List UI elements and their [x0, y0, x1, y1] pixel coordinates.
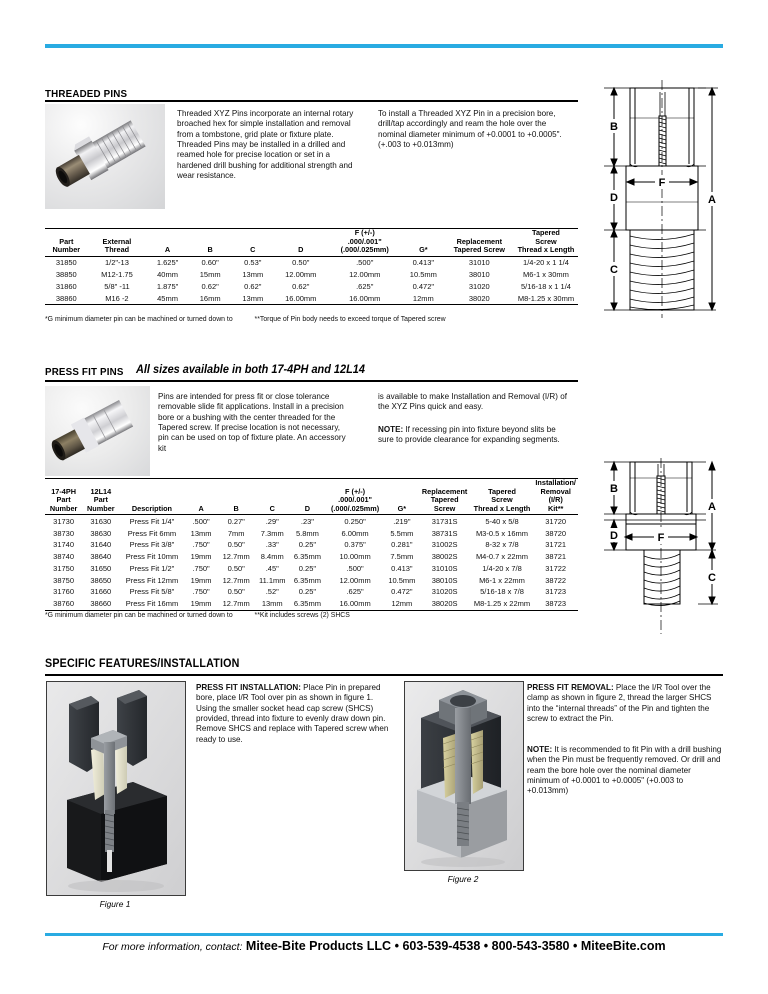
dim-label-c: C [708, 572, 716, 584]
table-cell: 0.53" [244, 258, 262, 268]
table-cell: 0.375" [344, 540, 366, 550]
footer-accent-rule [45, 933, 723, 936]
table-cell: 11.1mm [258, 575, 286, 585]
table-cell: Press Fit 1/2" [129, 563, 175, 573]
table-cell: 31002S [431, 540, 458, 550]
dim-label-c: C [610, 264, 618, 276]
dim-label-f: F [657, 532, 665, 544]
table-cell: 1/2"-13 [104, 258, 129, 268]
removal-note-label: NOTE: [527, 745, 553, 754]
table-cell: 31640 [90, 540, 112, 550]
figure-1-caption: Figure 1 [99, 899, 131, 909]
table-cell: 0.50" [292, 258, 310, 268]
footer-sep-3: • [573, 939, 578, 953]
table-cell: 45mm [146, 292, 189, 304]
table-cell: 5/16-18 x 1 1/4 [520, 281, 571, 291]
footer-phone-2[interactable]: 800-543-3580 [491, 939, 570, 953]
table-cell: 0.472" [412, 281, 435, 291]
removal-note [527, 745, 722, 797]
dim-label-f: F [658, 177, 666, 189]
table-header-row [45, 229, 578, 257]
footer [0, 939, 768, 953]
table-cell: M12-1.75 [101, 269, 133, 279]
table-cell: 31722 [545, 563, 567, 573]
table-cell: 12mm [402, 292, 445, 304]
table-cell: Press Fit 5/8" [129, 587, 175, 597]
table-cell: 5.5mm [390, 528, 414, 538]
table-cell: Press Fit 1/4" [129, 516, 175, 526]
table-cell: 1.875" [156, 281, 179, 291]
table-cell: 6.35mm [293, 552, 321, 562]
press-fit-pin-drawing [586, 458, 756, 643]
column-header: F (+/-) .000/.001" (.000/.025mm) [325, 479, 385, 515]
table-cell: .500" [192, 516, 210, 526]
table-row [45, 527, 578, 539]
table-cell: 38721 [545, 552, 567, 562]
table-cell: 13mm [242, 269, 264, 279]
table-cell: 31850 [55, 258, 77, 268]
column-header: Description [119, 479, 184, 515]
press-fit-table-footnotes [45, 612, 350, 619]
column-header: C [255, 479, 290, 515]
table-cell: 6.35mm [293, 575, 321, 585]
table-cell: .23" [300, 516, 314, 526]
table-cell: 5/8" -11 [104, 281, 130, 291]
column-header: G* [385, 479, 418, 515]
table-cell: 12.00mm [285, 269, 317, 279]
column-header: B [189, 229, 232, 257]
table-cell: 38723 [533, 598, 578, 610]
table-cell: 38020 [445, 292, 514, 304]
table-row [45, 292, 578, 304]
table-cell: 38731S [431, 528, 458, 538]
table-cell: 1/4-20 x 1 1/4 [523, 258, 569, 268]
table-cell: 10.00mm [339, 552, 371, 562]
table-cell: M8-1.25 x 22mm [471, 598, 534, 610]
footer-sep-1: • [394, 939, 399, 953]
footnote-kit: **Kit includes screws (2) SHCS [254, 612, 350, 619]
table-cell: 0.27" [227, 516, 245, 526]
table-cell: 38010S [431, 575, 458, 585]
table-cell: .500" [346, 563, 364, 573]
threaded-pin-drawing [586, 78, 756, 328]
table-cell: M4-0.7 x 22mm [475, 552, 529, 562]
footer-company: Mitee-Bite Products LLC [245, 939, 392, 953]
table-cell: 10.5mm [388, 575, 416, 585]
table-cell: Press Fit 3/8" [129, 540, 175, 550]
table-cell: 38750 [53, 575, 75, 585]
table-cell: 38760 [45, 598, 82, 610]
footer-website[interactable]: MiteeBite.com [580, 939, 666, 953]
table-cell: 0.25" [298, 563, 317, 573]
table-cell: .45" [265, 563, 279, 573]
removal-body: Place the I/R Tool over the clamp as shown in figure 2, thread the larger SHCS into the “internal threads” of the Pin and tighten the screw to extract the Pin. [527, 683, 712, 724]
dim-label-d: D [610, 192, 618, 204]
table-cell: .219" [393, 516, 411, 526]
table-cell: M6-1 x 22mm [479, 575, 525, 585]
dim-label-a: A [708, 194, 716, 206]
table-cell: 19mm [184, 598, 217, 610]
column-header: C [232, 229, 275, 257]
table-cell: 0.62" [292, 281, 310, 291]
table-cell: 1.625" [156, 258, 179, 268]
table-cell: 0.50" [227, 587, 245, 597]
install-body: Place Pin in prepared bore, place I/R Tool over pin as shown in figure 1. Using the smaller socket head cap screw (SHCS) provided, thread into fixture to evenly draw down pin. Remove SHCS and replace with Tapered screw when ready to use. [196, 683, 389, 744]
table-cell: 15mm [199, 269, 221, 279]
section-heading-threaded-pins: THREADED PINS [45, 88, 128, 100]
threaded-heading-rule [45, 100, 578, 102]
table-cell: 38660 [82, 598, 119, 610]
table-cell: 10.5mm [409, 269, 437, 279]
table-cell: 31010S [431, 563, 458, 573]
table-row [45, 269, 578, 281]
column-header: A [184, 479, 217, 515]
table-cell: 7mm [227, 528, 245, 538]
table-cell: 16.00mm [325, 598, 385, 610]
footer-phone-1[interactable]: 603-539-4538 [402, 939, 481, 953]
table-cell: 31020 [468, 281, 490, 291]
table-cell: 13mm [190, 528, 212, 538]
table-cell: 12mm [385, 598, 418, 610]
table-cell: 5/16-18 x 7/8 [480, 587, 524, 597]
table-cell: 31760 [53, 587, 75, 597]
table-cell: .52" [265, 587, 279, 597]
table-row [45, 586, 578, 598]
table-cell: 38640 [90, 552, 112, 562]
table-cell: 0.472" [391, 587, 413, 597]
table-cell: Press Fit 12mm [125, 575, 179, 585]
table-cell: .625" [346, 587, 364, 597]
column-header: F (+/-) .000/.001" (.000/.025mm) [327, 229, 402, 257]
table-cell: 38020S [419, 598, 471, 610]
table-cell: 7.5mm [390, 552, 414, 562]
press-fit-installation-text [196, 683, 391, 745]
removal-label: PRESS FIT REMOVAL: [527, 683, 614, 692]
table-cell: 16.00mm [327, 292, 402, 304]
column-header: G* [402, 229, 445, 257]
table-header-row [45, 479, 578, 515]
table-cell: 0.413" [412, 258, 435, 268]
table-cell: 7.3mm [260, 528, 284, 538]
table-cell: 38010 [468, 269, 490, 279]
dim-label-b: B [610, 121, 618, 133]
footer-lead: For more information, contact: [102, 941, 243, 953]
press-fit-heading-rule [45, 380, 578, 382]
table-cell: 38722 [545, 575, 567, 585]
figure-1-image [46, 681, 186, 896]
table-cell: 0.281" [391, 540, 413, 550]
table-cell: 0.25" [298, 587, 317, 597]
figure-2-image [404, 681, 524, 871]
table-cell: Press Fit 6mm [127, 528, 177, 538]
table-row [45, 551, 578, 563]
column-header: Replacement Tapered Screw [445, 229, 514, 257]
table-cell: 5.8mm [295, 528, 319, 538]
table-cell: Press Fit 16mm [119, 598, 184, 610]
press-fit-description-left: Pins are intended for press fit or close tolerance removable slide fit applications. Install in a precision bore or a bushing with the center threaded for the Tapered screw. If precise location is not necessary, pin can be used on top of fixture plate. An accessory kit [158, 392, 346, 453]
table-row [45, 539, 578, 551]
table-cell: 0.50" [227, 563, 245, 573]
table-row [45, 563, 578, 575]
table-cell: 38850 [55, 269, 77, 279]
table-cell: .750" [192, 587, 210, 597]
footnote-g: *G minimum diameter pin can be machined or turned down to [45, 316, 233, 323]
specific-heading-rule [45, 674, 723, 676]
threaded-description-left: Threaded XYZ Pins incorporate an internal rotary broached hex for simple installation and removal from a tombstone, grid plate or fixture plate. Threaded Pins may be installed in a drilled and reamed hole for precise location or set in a hardened drill bushing for additional strength and wear resistance. [177, 109, 354, 181]
table-cell: 31721 [545, 540, 567, 550]
threaded-description-right: To install a Threaded XYZ Pin in a precision bore, drill/tap accordingly and ream the hole over the nominal diameter minimum of +0.0001 to +0.0005". (+.003 to +0.013mm) [378, 109, 562, 150]
table-cell: .33" [265, 540, 279, 550]
press-fit-note [378, 425, 568, 446]
table-row [45, 256, 578, 268]
table-cell: 6.00mm [341, 528, 369, 538]
table-row [45, 574, 578, 586]
table-cell: 38720 [545, 528, 567, 538]
table-cell: 31660 [90, 587, 112, 597]
column-header: Tapered Screw Thread x Length [471, 479, 534, 515]
table-cell: 0.62" [244, 281, 262, 291]
table-cell: 31730 [53, 516, 75, 526]
footnote-torque: **Torque of Pin body needs to exceed torque of Tapered screw [254, 316, 446, 323]
column-header: 12L14 Part Number [82, 479, 119, 515]
threaded-table-footnotes [45, 316, 446, 323]
table-cell: 12.7mm [222, 552, 250, 562]
section-heading-press-fit-pins: PRESS FIT PINS [45, 366, 124, 378]
column-header: Tapered Screw Thread x Length [514, 229, 578, 257]
table-cell: 12.7mm [218, 598, 255, 610]
table-cell: 31010 [468, 258, 490, 268]
column-header: Replacement Tapered Screw [419, 479, 471, 515]
table-cell: 38860 [45, 292, 88, 304]
column-header: Part Number [45, 229, 88, 257]
table-cell: Press Fit 10mm [125, 552, 179, 562]
table-cell: .625" [356, 281, 374, 291]
table-cell: 12.00mm [349, 269, 381, 279]
table-row [45, 598, 578, 610]
press-fit-subheading: All sizes available in both 17-4PH and 12L14 [136, 364, 365, 376]
footer-sep-2: • [483, 939, 489, 953]
table-cell: 19mm [190, 575, 212, 585]
table-cell: 31630 [90, 516, 112, 526]
column-header: D [274, 229, 327, 257]
table-cell: 31720 [545, 516, 567, 526]
table-cell: M3-0.5 x 16mm [475, 528, 529, 538]
table-cell: 16.00mm [274, 292, 327, 304]
press-fit-description-right-1: is available to make Installation and Removal (I/R) of the XYZ Pins quick and easy. [378, 392, 567, 412]
table-cell: 5-40 x 5/8 [485, 516, 519, 526]
press-fit-pin-photo [45, 386, 150, 476]
table-cell: 13mm [232, 292, 275, 304]
press-fit-note-label: NOTE: [378, 425, 404, 434]
dim-label-d: D [610, 530, 618, 542]
threaded-pins-table [45, 228, 578, 305]
press-fit-pins-table [45, 478, 578, 611]
column-header: D [290, 479, 325, 515]
table-cell: 31740 [53, 540, 75, 550]
table-cell: 0.60" [201, 258, 219, 268]
table-cell: 12.7mm [222, 575, 250, 585]
section-heading-specific-features: SPECIFIC FEATURES/INSTALLATION [45, 658, 240, 670]
press-fit-removal-text [527, 683, 722, 724]
table-cell: M6-1 x 30mm [523, 269, 569, 279]
table-cell: 31650 [90, 563, 112, 573]
table-cell: 8.4mm [260, 552, 284, 562]
table-cell: .29" [265, 516, 279, 526]
footnote-g: *G minimum diameter pin can be machined or turned down to [45, 612, 233, 619]
removal-note-body: It is recommended to fit Pin with a drill bushing when the Pin must be frequently removed. Or drill and ream the bore hole over the nominal diameter minimum of +0.0001 to +0.0005" (+0.003 to +0.013mm) [527, 745, 722, 796]
table-cell: 0.50" [227, 540, 245, 550]
table-cell: 0.413" [391, 563, 413, 573]
install-label: PRESS FIT INSTALLATION: [196, 683, 301, 692]
table-row [45, 515, 578, 527]
table-cell: .500" [356, 258, 374, 268]
table-cell: 38650 [90, 575, 112, 585]
dim-label-b: B [610, 483, 618, 495]
column-header: B [218, 479, 255, 515]
table-cell: 38630 [90, 528, 112, 538]
table-cell: 40mm [157, 269, 178, 279]
table-cell: 12.00mm [339, 575, 371, 585]
table-cell: M8-1.25 x 30mm [514, 292, 578, 304]
figure-2-caption: Figure 2 [447, 874, 479, 884]
column-header: Installation/ Removal (I/R) Kit** [533, 479, 578, 515]
top-accent-rule [45, 44, 723, 48]
column-header: 17-4PH Part Number [45, 479, 82, 515]
table-cell: 38730 [53, 528, 75, 538]
table-cell: 19mm [190, 552, 212, 562]
table-cell: 31020S [431, 587, 458, 597]
table-cell: M16 -2 [88, 292, 147, 304]
table-row [45, 280, 578, 292]
table-cell: 13mm [255, 598, 290, 610]
dim-label-a: A [708, 501, 716, 513]
table-cell: .750" [192, 540, 210, 550]
table-cell: 31731S [431, 516, 458, 526]
table-cell: 16mm [189, 292, 232, 304]
column-header: A [146, 229, 189, 257]
table-cell: .750" [192, 563, 210, 573]
table-cell: 0.25" [298, 540, 317, 550]
table-cell: 38002S [431, 552, 458, 562]
table-cell: 38740 [53, 552, 75, 562]
column-header: External Thread [88, 229, 147, 257]
table-cell: 6.35mm [290, 598, 325, 610]
table-cell: 0.250" [344, 516, 366, 526]
table-cell: 0.62" [201, 281, 219, 291]
table-cell: 31750 [53, 563, 75, 573]
table-cell: 8-32 x 7/8 [485, 540, 519, 550]
table-cell: 1/4-20 x 7/8 [482, 563, 522, 573]
table-cell: 31723 [545, 587, 567, 597]
threaded-pin-photo [45, 104, 165, 209]
table-cell: 31860 [55, 281, 77, 291]
press-fit-note-body: If recessing pin into fixture beyond slits be sure to provide clearance for expanding segments. [378, 425, 560, 445]
